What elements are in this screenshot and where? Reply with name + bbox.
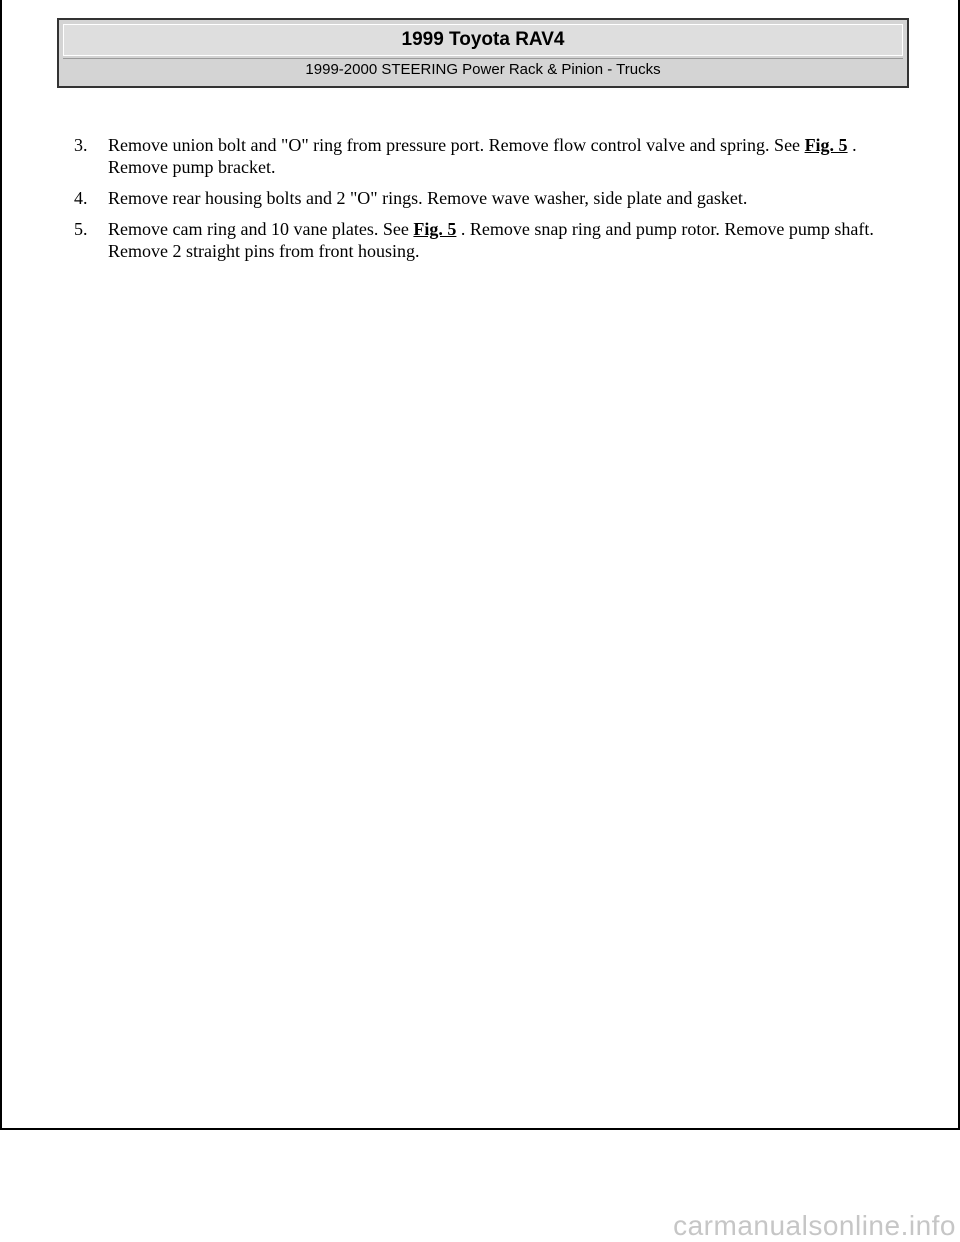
document-title: 1999 Toyota RAV4 [63,24,903,56]
step-text: Remove union bolt and "O" ring from pressure port. Remove flow control valve and spring. See [108,135,805,155]
step-text: . Remove pump bracket. [108,135,857,177]
step-text: . Remove snap ring and pump rotor. Remove pump shaft. Remove 2 straight pins from front housing. [108,219,874,261]
document-subtitle: 1999-2000 STEERING Power Rack & Pinion - Trucks [63,58,903,81]
step-text: Remove cam ring and 10 vane plates. See [108,219,414,239]
figure-link[interactable]: Fig. 5 [413,219,457,239]
step-number: 5. [74,219,88,239]
step-4 [74,187,904,209]
figure-link[interactable]: Fig. 5 [804,135,848,155]
step-number: 3. [74,135,88,155]
procedure-steps [74,134,904,271]
document-header [57,18,909,88]
step-5 [74,218,904,262]
watermark: carmanualsonline.info [673,1210,956,1241]
step-number: 4. [74,188,88,208]
step-3 [74,134,904,178]
step-text: Remove rear housing bolts and 2 "O" rings. Remove wave washer, side plate and gasket. [108,188,748,208]
